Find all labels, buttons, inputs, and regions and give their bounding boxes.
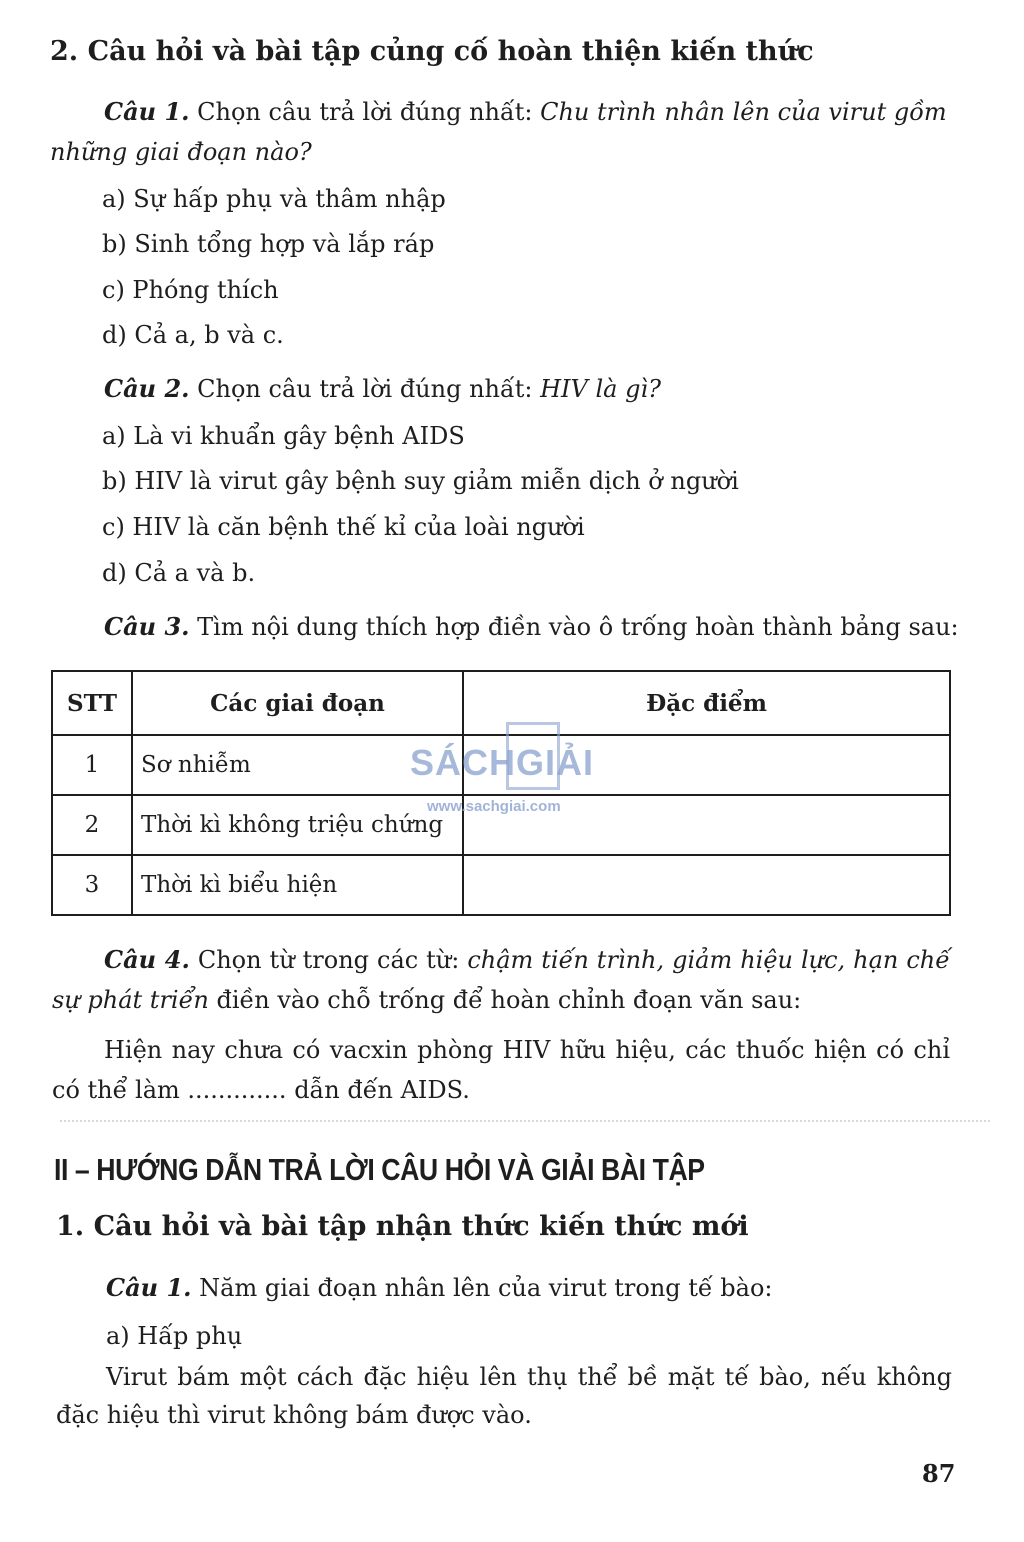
section-title: 2. Câu hỏi và bài tập củng cố hoàn thiện kiến thức — [50, 36, 814, 67]
question-label: Câu 3. — [104, 612, 190, 641]
table-row — [52, 855, 950, 915]
option-b: b) HIV là virut gây bệnh suy giảm miễn dịch ở người — [102, 467, 739, 495]
stt-cell: 1 — [52, 735, 132, 795]
column-header-stages: Các giai đoạn — [132, 671, 463, 735]
answer-1 — [106, 1273, 773, 1302]
question-lead: Chọn câu trả lời đúng nhất: — [189, 375, 541, 403]
question-lead: Chọn câu trả lời đúng nhất: — [189, 98, 541, 126]
fill-paragraph: Hiện nay chưa có vacxin phòng HIV hữu hiệu, các thuốc hiện có chỉ — [104, 1036, 950, 1064]
stage-cell: Sơ nhiễm — [132, 735, 463, 795]
question-1-continued — [50, 138, 312, 166]
option-c: c) Phóng thích — [102, 276, 279, 304]
watermark-brand: SÁCHGIẢI — [410, 742, 595, 783]
question-1 — [104, 97, 947, 126]
stage-cell: Thời kì không triệu chứng — [132, 795, 463, 855]
part-heading: II – HƯỚNG DẪN TRẢ LỜI CÂU HỎI VÀ GIẢI BÀI TẬP — [54, 1152, 705, 1187]
question-lead: Chọn từ trong các từ: — [189, 946, 468, 974]
question-2 — [104, 374, 661, 403]
feature-cell — [463, 855, 950, 915]
page-number: 87 — [922, 1459, 956, 1488]
stage-cell: Thời kì biểu hiện — [132, 855, 463, 915]
question-4 — [104, 945, 950, 974]
answer-item: a) Hấp phụ — [106, 1322, 243, 1350]
question-4-continued — [52, 986, 801, 1014]
question-text: những giai đoạn nào? — [50, 138, 312, 166]
option-d: d) Cả a, b và c. — [102, 321, 284, 349]
watermark-url: www.sachgiai.com — [427, 798, 561, 815]
stt-cell: 2 — [52, 795, 132, 855]
answer-label: Câu 1. — [106, 1273, 192, 1302]
question-3 — [104, 612, 959, 641]
answer-text: Năm giai đoạn nhân lên của virut trong tế bào: — [191, 1274, 773, 1302]
word-choices: sự phát triển — [52, 986, 209, 1014]
stt-cell: 3 — [52, 855, 132, 915]
question-text: điền vào chỗ trống để hoàn chỉnh đoạn văn sau: — [208, 986, 802, 1014]
answer-paragraph-continued: đặc hiệu thì virut không bám được vào. — [56, 1401, 532, 1429]
sub-section-title: 1. Câu hỏi và bài tập nhận thức kiến thức mới — [56, 1211, 749, 1242]
option-d: d) Cả a và b. — [102, 559, 256, 587]
divider — [60, 1120, 990, 1122]
word-choices: chậm tiến trình, giảm hiệu lực, hạn chế — [467, 946, 951, 974]
option-a: a) Là vi khuẩn gây bệnh AIDS — [102, 422, 465, 450]
question-label: Câu 1. — [104, 97, 190, 126]
question-text: Tìm nội dung thích hợp điền vào ô trống hoàn thành bảng sau: — [189, 613, 959, 641]
sachgiai-watermark — [410, 722, 610, 817]
answer-paragraph: Virut bám một cách đặc hiệu lên thụ thể bề mặt tế bào, nếu không — [106, 1363, 952, 1391]
column-header-stt: STT — [52, 671, 132, 735]
question-text: Chu trình nhân lên của virut gồm — [540, 98, 947, 126]
fill-paragraph-continued: có thể làm ............. dẫn đến AIDS. — [52, 1076, 470, 1104]
question-label: Câu 2. — [104, 374, 190, 403]
option-b: b) Sinh tổng hợp và lắp ráp — [102, 230, 435, 258]
question-label: Câu 4. — [104, 945, 190, 974]
option-c: c) HIV là căn bệnh thế kỉ của loài người — [102, 513, 585, 541]
column-header-features: Đặc điểm — [463, 671, 950, 735]
option-a: a) Sự hấp phụ và thâm nhập — [102, 185, 446, 213]
question-text: HIV là gì? — [540, 375, 661, 403]
